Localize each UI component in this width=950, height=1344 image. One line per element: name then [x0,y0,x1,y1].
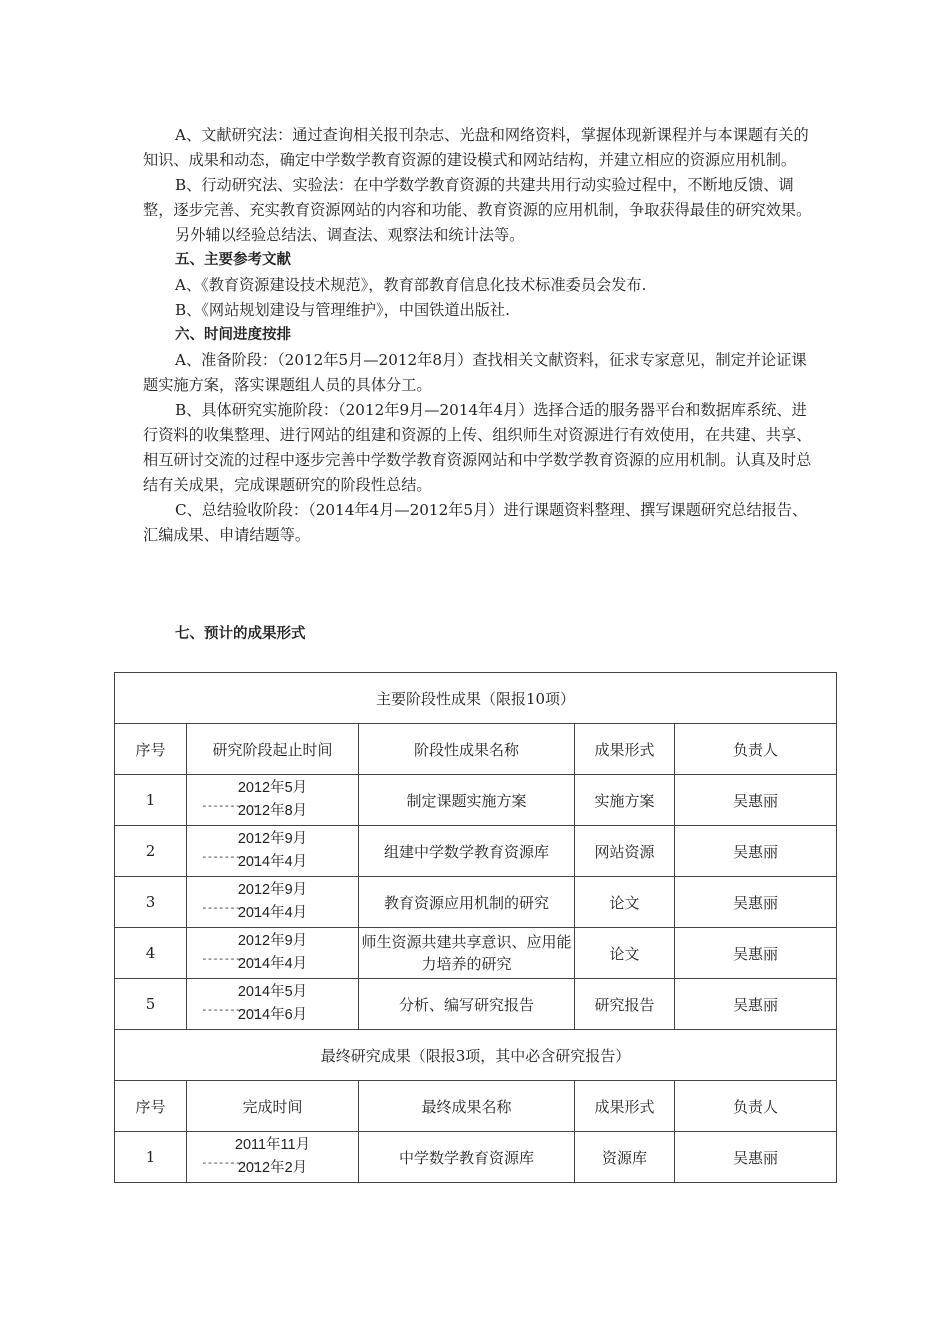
table-row [115,928,837,979]
period-start: 2012年9月 [237,882,308,898]
table-row [115,775,837,826]
row-period [187,775,359,826]
final-title-row [115,1030,837,1081]
row-owner: 吴惠丽 [675,979,837,1030]
period-end: 2012年2月 [237,1160,308,1176]
row-no: 5 [115,979,187,1030]
row-period [187,979,359,1030]
header-name: 阶段性成果名称 [359,724,575,775]
row-no: 4 [115,928,187,979]
row-owner: 吴惠丽 [675,1132,837,1183]
period-end: 2014年6月 [237,1007,308,1023]
paragraph-other-methods: 另外辅以经验总结法、调查法、观察法和统计法等。 [175,226,525,244]
final-header-name: 最终成果名称 [359,1081,575,1132]
table-row [115,826,837,877]
final-header-form: 成果形式 [575,1081,675,1132]
row-period [187,826,359,877]
period-dash: ---------- [201,901,258,914]
row-name: 组建中学数学教育资源库 [359,826,575,877]
row-form: 论文 [575,928,675,979]
table-row [115,877,837,928]
period-start: 2012年5月 [237,780,308,796]
row-no: 2 [115,826,187,877]
row-name: 制定课题实施方案 [359,775,575,826]
table-row [115,1132,837,1183]
header-no: 序号 [115,724,187,775]
period-start: 2014年5月 [237,984,308,1000]
period-end: 2014年4月 [237,956,308,972]
header-owner: 负责人 [675,724,837,775]
final-title: 最终研究成果（限报3项，其中必含研究报告） [115,1030,837,1081]
final-header-time: 完成时间 [187,1081,359,1132]
stage-title: 主要阶段性成果（限报10项） [115,673,837,724]
final-header-row [115,1081,837,1132]
schedule-item-c: C、总结验收阶段：（2014年4月—2012年5月）进行课题资料整理、撰写课题研究总结报告、汇编成果、申请结题等。 [143,501,808,544]
period-start: 2012年9月 [237,933,308,949]
row-owner: 吴惠丽 [675,775,837,826]
schedule-item-b: B、具体研究实施阶段：（2012年9月—2014年4月）选择合适的服务器平台和数据库系统、进行资料的收集整理、进行网站的组建和资源的上传、组织师生对资源进行有效使用，在共建、共享、相互研讨交流的过程中逐步完善中学数学教育资源网站和中学数学教育资源的应用机制。认真及时总结有关成果，完成课题研究的阶段性总结。 [143,401,812,494]
row-period [187,1132,359,1183]
header-form: 成果形式 [575,724,675,775]
row-owner: 吴惠丽 [675,877,837,928]
period-start: 2011年11月 [234,1137,311,1153]
body-text [143,123,815,548]
paragraph-method-a: A、文献研究法：通过查询相关报刊杂志、光盘和网络资料，掌握体现新课程并与本课题有关的知识、成果和动态，确定中学数学教育资源的建设模式和网站结构，并建立相应的资源应用机制。 [143,126,809,169]
row-no: 1 [115,1132,187,1183]
stage-title-row [115,673,837,724]
row-owner: 吴惠丽 [675,928,837,979]
period-end: 2014年4月 [237,854,308,870]
row-period [187,928,359,979]
reference-item-a: A、《教育资源建设技术规范》，教育部教育信息化技术标准委员会发布. [175,276,647,294]
row-owner: 吴惠丽 [675,826,837,877]
period-dash: ---------- [201,1156,258,1169]
section-6-heading: 六、时间进度按排 [175,327,291,343]
row-period [187,877,359,928]
row-form: 论文 [575,877,675,928]
header-period: 研究阶段起止时间 [187,724,359,775]
row-name: 教育资源应用机制的研究 [359,877,575,928]
period-dash: ---------- [201,799,258,812]
stage-header-row [115,724,837,775]
period-start: 2012年9月 [237,831,308,847]
schedule-item-a: A、准备阶段：（2012年5月—2012年8月）查找相关文献资料，征求专家意见，制定并论证课题实施方案，落实课题组人员的具体分工。 [143,351,807,394]
period-end: 2012年8月 [237,803,308,819]
section-7-heading: 七、预计的成果形式 [175,626,306,642]
period-dash: ---------- [201,1003,258,1016]
row-form: 网站资源 [575,826,675,877]
table-row [115,979,837,1030]
row-name: 分析、编写研究报告 [359,979,575,1030]
row-form: 实施方案 [575,775,675,826]
reference-item-b: B、《网站规划建设与管理维护》，中国铁道出版社. [175,301,510,319]
final-header-no: 序号 [115,1081,187,1132]
paragraph-method-b: B、行动研究法、实验法：在中学数学教育资源的共建共用行动实验过程中，不断地反馈、调整，逐步完善、充实教育资源网站的内容和功能、教育资源的应用机制，争取获得最佳的研究效果。 [143,176,812,219]
section-5-heading: 五、主要参考文献 [175,252,291,268]
row-no: 3 [115,877,187,928]
period-dash: ---------- [201,952,258,965]
row-name: 中学数学教育资源库 [359,1132,575,1183]
results-table [114,672,837,1183]
row-form: 资源库 [575,1132,675,1183]
period-end: 2014年4月 [237,905,308,921]
period-dash: ---------- [201,850,258,863]
final-header-owner: 负责人 [675,1081,837,1132]
row-name: 师生资源共建共享意识、应用能力培养的研究 [359,928,575,979]
row-no: 1 [115,775,187,826]
row-form: 研究报告 [575,979,675,1030]
